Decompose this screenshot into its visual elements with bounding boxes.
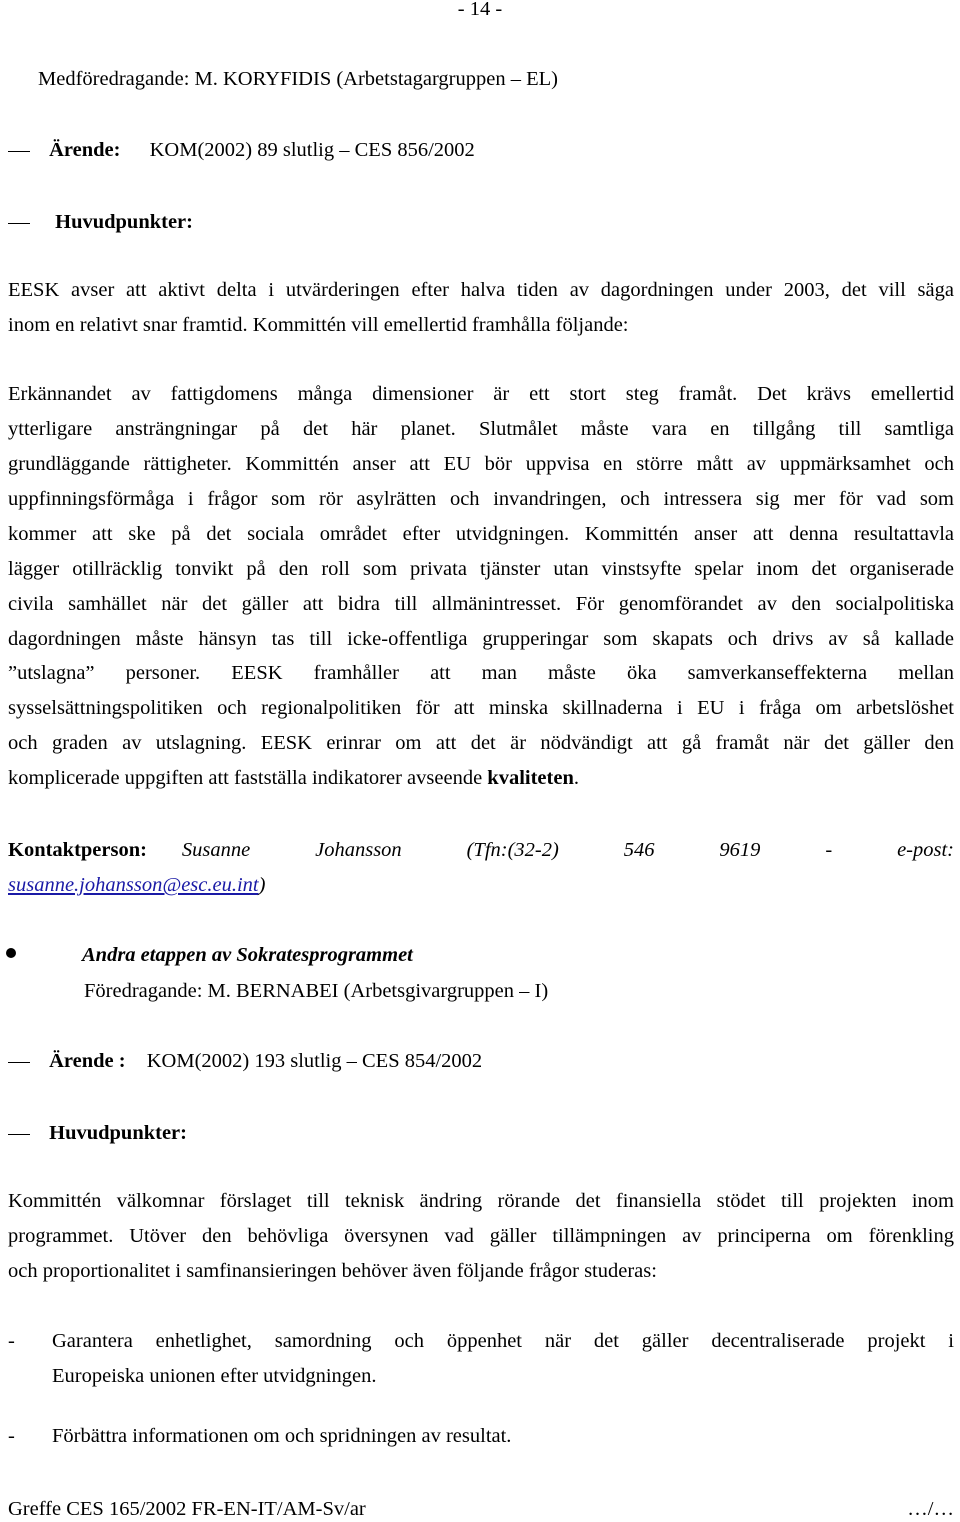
paragraph2-line: Erkännandet av fattigdomens många dimensioner är ett stort steg framåt. Det krävs emellertid — [8, 383, 954, 405]
dash-mark — [8, 151, 30, 152]
arende-line — [8, 1048, 954, 1074]
arende-label: Ärende: — [49, 139, 121, 161]
dash-mark — [8, 1062, 30, 1063]
dash-mark — [8, 1134, 30, 1135]
rapporteur-line: Föredragande: M. BERNABEI (Arbetsgivargruppen – I) — [84, 980, 549, 1002]
paragraph2-line: sysselsättningspolitiken och regionalpolitiken för att minska skillnaderna i EU i fråga om arbetslöshet — [8, 697, 954, 719]
list-item-line: Förbättra informationen om och spridningen av resultat. — [52, 1425, 512, 1447]
paragraph2-line: kommer att ske på det sociala området efter utvidgningen. Kommittén anser att denna resultattavla — [8, 523, 954, 545]
paragraph2-line: lägger otillräcklig tonvikt på den roll som privata tjänster utan vinstsyfte spelar inom det organiserade — [8, 558, 954, 580]
paragraph2-line: och graden av utslagning. EESK erinrar om att det är nödvändigt att gå framåt när det gäller den — [8, 732, 954, 754]
contact-email-line — [8, 872, 954, 898]
paragraph2-line: ”utslagna” personer. EESK framhåller att man måste öka samverkanseffekterna mellan — [8, 662, 954, 684]
contact-label: Kontaktperson: — [8, 839, 147, 861]
page-number: - 14 - — [457, 0, 503, 20]
paragraph2-end: . — [573, 767, 579, 789]
paragraph2-last-line — [8, 765, 954, 791]
paragraph2-line: grundläggande rättigheter. Kommittén anser att EU bör uppvisa en större mått av uppmärksamhet och — [8, 453, 954, 475]
item-title: Andra etappen av Sokratesprogrammet — [82, 944, 413, 966]
list-item-line: Europeiska unionen efter utvidgningen. — [52, 1365, 377, 1387]
list-dash: - — [8, 1330, 15, 1352]
arende-label: Ärende : — [49, 1050, 126, 1072]
paragraph2-line: dagordningen måste hänsyn tas till icke-offentliga grupperingar som skapats och drivs av så kallade — [8, 628, 954, 650]
paragraph2-line: civila samhället när det gäller att bidra till allmänintresset. För genomförandet av den socialpolitiska — [8, 593, 954, 615]
arende-value: KOM(2002) 89 slutlig – CES 856/2002 — [149, 139, 475, 161]
kvaliteten-bold: kvaliteten — [487, 767, 574, 789]
arende-value: KOM(2002) 193 slutlig – CES 854/2002 — [146, 1050, 483, 1072]
huvudpunkter-label: Huvudpunkter: — [55, 211, 193, 233]
huvudpunkter-line — [8, 209, 954, 235]
paragraph2-last-text: komplicerade uppgiften att fastställa indikatorer avseende — [8, 767, 488, 789]
paragraph2-line: ytterligare ansträngningar på det här planet. Slutmålet måste vara en tillgång till samtliga — [8, 418, 954, 440]
paragraph-line: Kommittén välkomnar förslaget till teknisk ändring rörande det finansiella stödet till projekten inom — [8, 1190, 954, 1212]
contact-close: ) — [258, 874, 266, 896]
list-item-line: Garantera enhetlighet, samordning och öppenhet när det gäller decentraliserade projekt i — [52, 1330, 954, 1352]
paragraph1-line: EESK avser att aktivt delta i utvärderingen efter halva tiden av dagordningen under 2003, det vill säga — [8, 279, 954, 301]
arende-line — [8, 137, 954, 163]
bullet-icon — [6, 948, 16, 958]
footer-right: …/… — [907, 1498, 954, 1520]
huvudpunkter-line — [8, 1120, 954, 1146]
dash-mark — [8, 223, 30, 224]
rapporteur-line: Medföredragande: M. KORYFIDIS (Arbetstagargruppen – EL) — [38, 68, 558, 90]
contact-email-link[interactable]: susanne.johansson@esc.eu.int — [8, 874, 259, 896]
paragraph-line: och proportionalitet i samfinansieringen behöver även följande frågor studeras: — [8, 1260, 657, 1282]
contact-text: Susanne Johansson (Tfn:(32-2) 546 9619 - e-post: — [181, 839, 954, 861]
huvudpunkter-label: Huvudpunkter: — [49, 1122, 187, 1144]
paragraph2-line: uppfinningsförmåga i frågor som rör asylrätten och invandringen, och intressera sig mer för vad som — [8, 488, 954, 510]
footer-left: Greffe CES 165/2002 FR-EN-IT/AM-Sv/ar — [8, 1498, 366, 1520]
contact-line — [8, 837, 954, 863]
list-dash: - — [8, 1425, 15, 1447]
paragraph-line: programmet. Utöver den behövliga översynen vad gäller tillämpningen av principerna om förenkling — [8, 1225, 954, 1247]
paragraph1-line: inom en relativt snar framtid. Kommittén vill emellertid framhålla följande: — [8, 314, 629, 336]
